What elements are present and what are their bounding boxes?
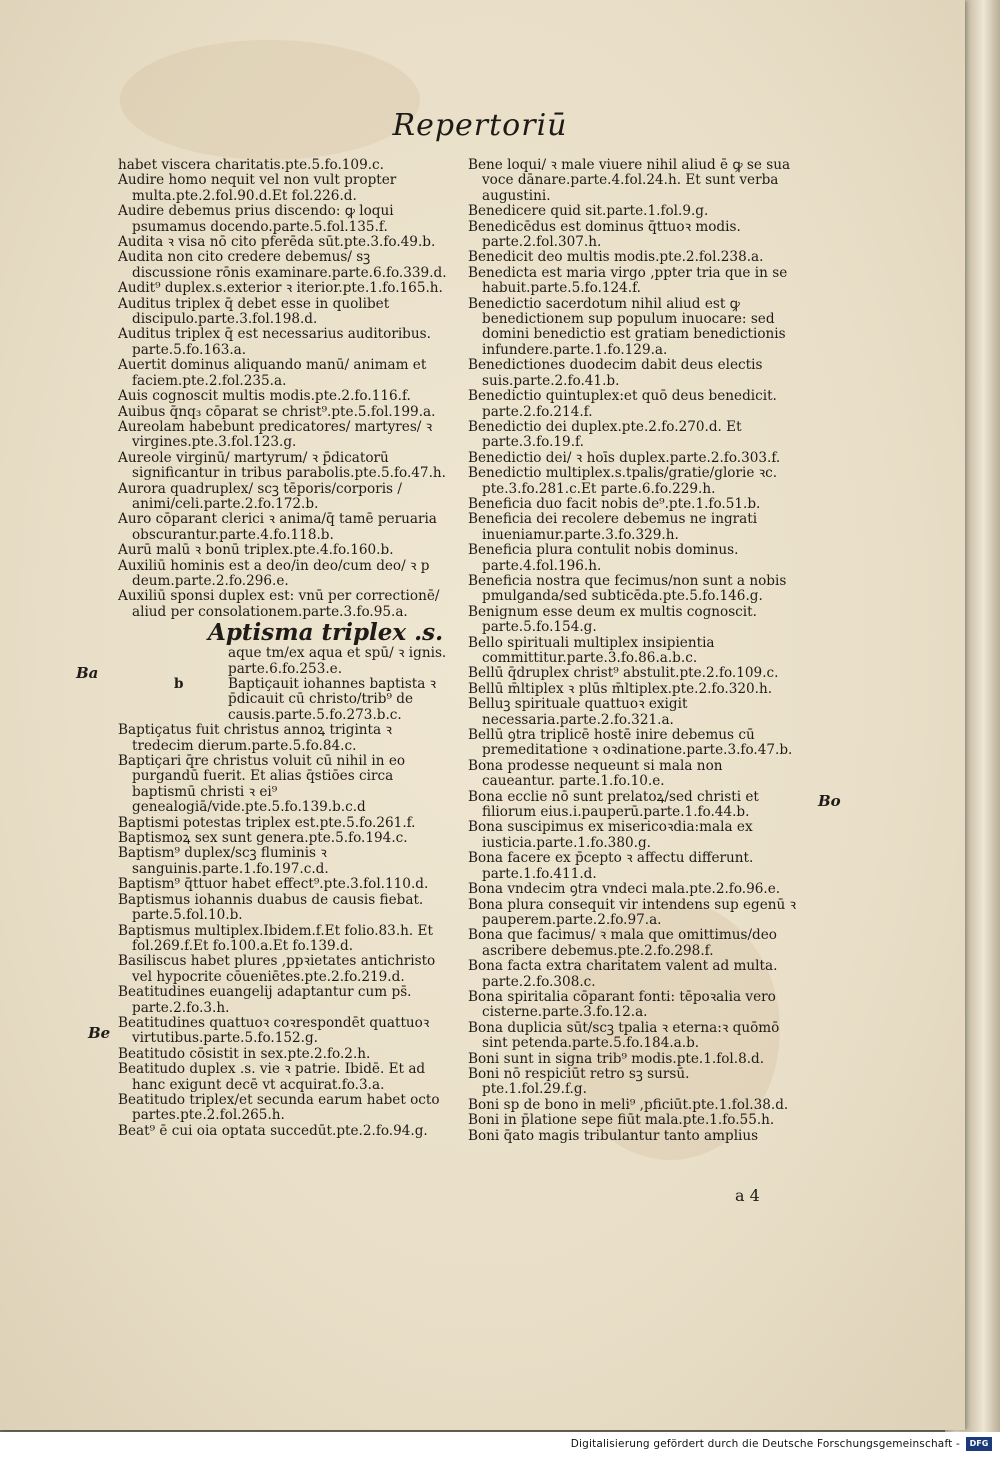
index-entry: Boni sunt in signa trib⁹ modis.pte.1.fol.8.d.	[468, 1050, 765, 1067]
index-entry: Beatitudo cōsistit in sex.pte.2.fo.2.h.	[118, 1045, 371, 1062]
index-entry: Baptism⁹ duplex/scꝫ fluminis ꝛ sanguinis.parte.1.fo.197.c.d.	[118, 845, 329, 877]
letter-b-entry	[118, 677, 448, 723]
index-entry: Bona plura consequit vir intendens sup egenū ꝛ pauperem.parte.2.fo.97.a.	[468, 896, 797, 928]
index-entry: Bellū ꝯtra triplicē hostē inire debemus cū premeditatione ꝛ oꝛdinatione.parte.3.fo.47.b.	[468, 727, 793, 759]
index-entry: Bona duplicia sūt/scꝫ tpalia ꝛ eterna:ꝛ quōmō sint petenda.parte.5.fo.184.a.b.	[468, 1019, 780, 1052]
paper-stain	[120, 40, 420, 160]
index-entry: Baptismi potestas triplex est.pte.5.fo.261.f.	[118, 814, 416, 831]
right-entries	[468, 158, 798, 1144]
index-entry: Bello spirituali multiplex insipientia committitur.parte.3.fo.86.a.b.c.	[468, 634, 715, 666]
index-entry: habet viscera charitatis.pte.5.fo.109.c.	[118, 157, 384, 173]
index-entry: Auro cōparant clerici ꝛ anima/q̄ tamē peruaria obscurantur.parte.4.fo.118.b.	[118, 511, 437, 543]
index-entry: Audire homo nequit vel non vult propter multa.pte.2.fol.90.d.Et fol.226.d.	[118, 172, 397, 204]
letter-b-mark: b	[174, 676, 184, 692]
left-column	[118, 158, 448, 1139]
margin-mark-ba: Ba	[76, 664, 99, 682]
index-entry: Baptismoꝝ sex sunt genera.pte.5.fo.194.c.	[118, 830, 408, 847]
index-entry: Bene loqui/ ꝛ male viuere nihil aliud ē ꝙ se sua voce dānare.parte.4.fol.24.h. Et sunt verba augustini.	[468, 157, 791, 204]
index-entry: Auis cognoscit multis modis.pte.2.fo.116.f.	[118, 388, 411, 405]
index-entry: Boni in p̄latione sepe fiūt mala.pte.1.fo.55.h.	[468, 1112, 775, 1129]
left-entries-before	[118, 158, 448, 620]
index-entry: Auditus triplex q̄ debet esse in quolibet discipulo.parte.3.fol.198.d.	[118, 295, 390, 328]
index-entry: Benedictio sacerdotum nihil aliud est ꝙ benedictionem sup populum inuocare: sed domini benedictio est gratiam benedictionis infundere.parte.1.fo.129.a.	[468, 295, 786, 358]
index-entry: Bona facta extra charitatem valent ad multa. parte.2.fo.308.c.	[468, 958, 778, 990]
margin-mark-bo: Bo	[818, 792, 841, 810]
index-entry: Benedictio dei/ ꝛ hoīs duplex.parte.2.fo.303.f.	[468, 449, 781, 466]
index-entry: Bona facere ex p̄cepto ꝛ affectu differunt. parte.1.fo.411.d.	[468, 850, 754, 882]
footer-text: Digitalisierung gefördert durch die Deutsche Forschungsgemeinschaft -	[570, 1438, 960, 1450]
index-entry: Benedictio quintuplex:et quō deus benedicit. parte.2.fo.214.f.	[468, 388, 777, 420]
index-entry: Baptiçari q̄re christus voluit cū nihil in eo purgandū fuerit. Et alias q̄stiōes circa baptismū christi ꝛ ei⁹ genealogiā/vide.pte.5.fo.139.b.c.d	[118, 753, 406, 816]
index-entry: Boni nō respiciūt retro sꝫ sursū. pte.1.fol.29.f.g.	[468, 1065, 690, 1098]
index-entry: Auertit dominus aliquando manū/ animam et faciem.pte.2.fol.235.a.	[118, 357, 427, 389]
index-entry: Beat⁹ ē cui oia optata succedūt.pte.2.fo.94.g.	[118, 1122, 428, 1139]
index-entry: Auibus q̄nq₃ cōparat se christ⁹.pte.5.fol.199.a.	[118, 403, 436, 420]
index-entry: Benignum esse deum ex multis cognoscit. parte.5.fo.154.g.	[468, 603, 757, 636]
index-entry: Beatitudo duplex .s. vie ꝛ patrie. Ibidē. Et ad hanc exigunt decē vt acquirat.fo.3.a.	[118, 1061, 426, 1093]
index-entry: Bona suscipimus ex misericoꝛdia:mala ex iusticia.parte.1.fo.380.g.	[468, 819, 753, 851]
signature-mark: a 4	[735, 1186, 760, 1205]
heading-entry	[118, 620, 448, 677]
index-entry: Beatitudines quattuoꝛ coꝛrespondēt quattuoꝛ virtutibus.parte.5.fo.152.g.	[118, 1014, 430, 1047]
index-entry: Aureole virginū/ martyrum/ ꝛ p̄dicatorū significantur in tribus parabolis.pte.5.fo.47.h.	[118, 449, 446, 482]
index-entry: Aureolam habebunt predicatores/ martyres/ ꝛ virgines.pte.3.fol.123.g.	[118, 418, 433, 451]
index-entry: Aurū malū ꝛ bonū triplex.pte.4.fo.160.b.	[118, 542, 394, 559]
letter-b-entry-text: Baptiçauit iohannes baptista ꝛ p̄dicauit cū christo/trib⁹ de causis.parte.5.fo.273.b.c.	[228, 676, 437, 723]
index-entry: Benedicta est maria virgo ,ppter tria que in se habuit.parte.5.fo.124.f.	[468, 264, 788, 297]
index-entry: Bona spiritalia cōparant fonti: tēpoꝛalia vero cisterne.parte.3.fo.12.a.	[468, 988, 776, 1021]
index-entry: Audita ꝛ visa nō cito pferēda sūt.pte.3.fo.49.b.	[118, 234, 436, 251]
index-entry: Boni sp de bono in meli⁹ ,pficiūt.pte.1.fol.38.d.	[468, 1096, 789, 1113]
index-entry: Benedictio multiplex.s.tpalis/gratie/glorie ꝛc. pte.3.fo.281.c.Et parte.6.fo.229.h.	[468, 465, 778, 497]
index-entry: Benedicere quid sit.parte.1.fol.9.g.	[468, 203, 709, 220]
index-entry: Beneficia duo facit nobis de⁹.pte.1.fo.51.b.	[468, 495, 761, 512]
index-entry: Baptismus iohannis duabus de causis fiebat. parte.5.fol.10.b.	[118, 891, 424, 924]
index-entry: Bona vndecim ꝯtra vndeci mala.pte.2.fo.96.e.	[468, 881, 781, 898]
index-entry: Benedictiones duodecim dabit deus electis suis.parte.2.fo.41.b.	[468, 357, 763, 389]
index-entry: Baptiçatus fuit christus annoꝝ triginta ꝛ tredecim dierum.parte.5.fo.84.c.	[118, 722, 392, 754]
left-entries-after	[118, 723, 448, 1139]
index-entry: Audire debemus prius discendo: ꝙ loqui psumamus docendo.parte.5.fol.135.f.	[118, 203, 394, 235]
index-entry: Beneficia plura contulit nobis dominus. parte.4.fol.196.h.	[468, 542, 739, 574]
index-entry: Baptismus multiplex.Ibidem.f.Et folio.83.h. Et fol.269.f.Et fo.100.a.Et fo.139.d.	[118, 922, 433, 954]
right-column	[468, 158, 798, 1144]
index-entry: Boni q̄ato magis tribulantur tanto amplius	[468, 1127, 759, 1144]
index-entry: Belluꝫ spirituale quattuoꝛ exigit necessaria.parte.2.fo.321.a.	[468, 696, 688, 728]
index-entry: Bellū q̄druplex christ⁹ abstulit.pte.2.fo.109.c.	[468, 665, 779, 682]
index-entry: Baptism⁹ q̄ttuor habet effect⁹.pte.3.fol.110.d.	[118, 876, 429, 893]
index-entry: Auditus triplex q̄ est necessarius auditoribus. parte.5.fo.163.a.	[118, 326, 431, 358]
index-entry: Audit⁹ duplex.s.exterior ꝛ iterior.pte.1.fo.165.h.	[118, 280, 443, 297]
heading-initial: Aptisma triplex .s.	[208, 619, 444, 647]
index-entry: Basiliscus habet plures ,ppꝛietates antichristo vel hypocrite cōueniētes.pte.2.fo.219.d.	[118, 953, 436, 985]
index-entry: Bona prodesse nequeunt si mala non caueantur. parte.1.fo.10.e.	[468, 757, 723, 790]
dfg-logo: DFG	[966, 1437, 992, 1451]
page-header: Repertoriū	[392, 108, 568, 143]
footer-bar	[0, 1432, 1000, 1457]
index-entry: Auxiliū sponsi duplex est: vnū per correctionē/ aliud per consolationem.parte.3.fo.95.a.	[118, 588, 440, 620]
index-entry: Beatitudines euangelij adaptantur cum ps̄. parte.2.fo.3.h.	[118, 984, 412, 1016]
index-entry: Benedicēdus est dominus q̄ttuoꝛ modis. parte.2.fol.307.h.	[468, 218, 741, 251]
index-entry: Audita non cito credere debemus/ sꝫ discussione rōnis examinare.parte.6.fo.339.d.	[118, 249, 447, 281]
index-entry: Auxiliū hominis est a deo/in deo/cum deo/ ꝛ p deum.parte.2.fo.296.e.	[118, 557, 430, 589]
index-entry: Beneficia nostra que fecimus/non sunt a nobis pmulganda/sed subticēda.pte.5.fo.146.g.	[468, 572, 787, 605]
heading-entry-text: aque tm/ex aqua et spū/ ꝛ ignis. parte.6.fo.253.e.	[228, 645, 447, 677]
index-entry: Benedictio dei duplex.pte.2.fo.270.d. Et parte.3.fo.19.f.	[468, 418, 742, 451]
index-entry: Bona que facimus/ ꝛ mala que omittimus/deo ascribere debemus.pte.2.fo.298.f.	[468, 927, 777, 959]
index-entry: Beneficia dei recolere debemus ne ingrati inueniamur.parte.3.fo.329.h.	[468, 511, 758, 543]
index-entry: Aurora quadruplex/ scꝫ tēporis/corporis / animi/celi.parte.2.fo.172.b.	[118, 480, 402, 512]
index-entry: Bellū m̄ltiplex ꝛ plūs m̄ltiplex.pte.2.fo.320.h.	[468, 680, 773, 697]
index-entry: Benedicit deo multis modis.pte.2.fol.238.a.	[468, 249, 764, 266]
index-entry: Bona ecclie nō sunt prelatoꝝ/sed christi et filiorum eius.i.pauperū.parte.1.fo.44.b.	[468, 788, 759, 821]
index-entry: Beatitudo triplex/et secunda earum habet octo partes.pte.2.fol.265.h.	[118, 1091, 440, 1124]
margin-mark-be: Be	[88, 1024, 111, 1042]
